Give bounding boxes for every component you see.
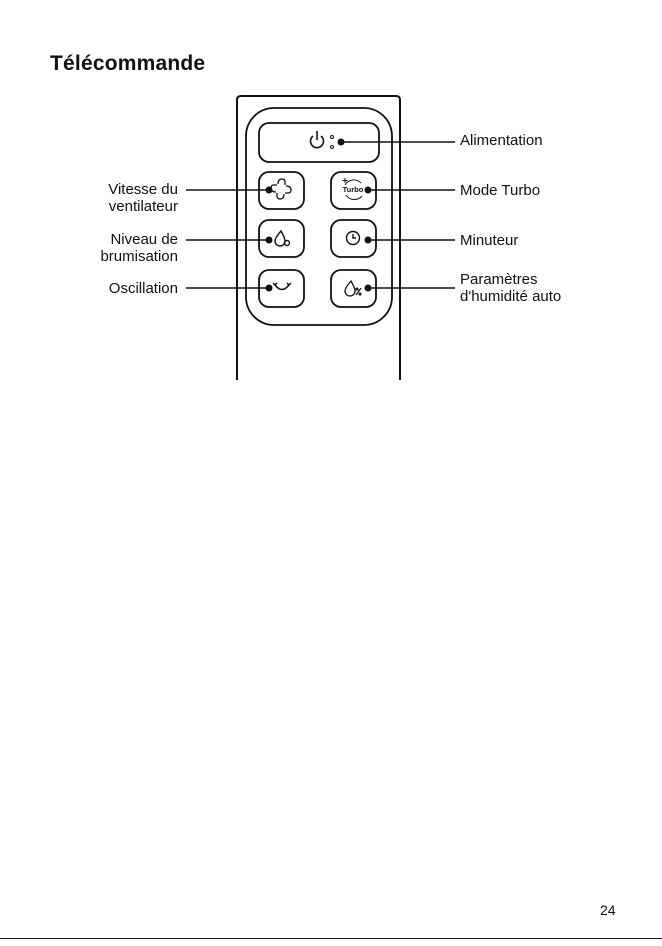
turbo-icon-text: Turbo [342,185,364,194]
oscillation-icon [273,283,291,290]
clock-icon [347,232,360,245]
power-icon [311,131,324,148]
label-power: Alimentation [460,132,543,149]
label-oscillation: Oscillation [108,280,178,297]
label-auto-humidity: Paramètres d'humidité auto [460,271,562,305]
remote-control-diagram [0,0,662,400]
label-mist-level: Niveau de brumisation [100,231,178,265]
humidity-percent-icon [345,281,361,296]
mist-level-button [259,220,304,257]
page-title: Télécommande [50,52,206,75]
label-timer: Minuteur [460,232,519,249]
droplet-icon [275,231,290,246]
bottom-rule [0,938,662,939]
label-fan-speed: Vitesse du ventilateur [108,181,178,215]
fan-icon [271,179,291,199]
label-turbo: Mode Turbo [460,182,541,199]
page-number: 24 [600,902,616,918]
